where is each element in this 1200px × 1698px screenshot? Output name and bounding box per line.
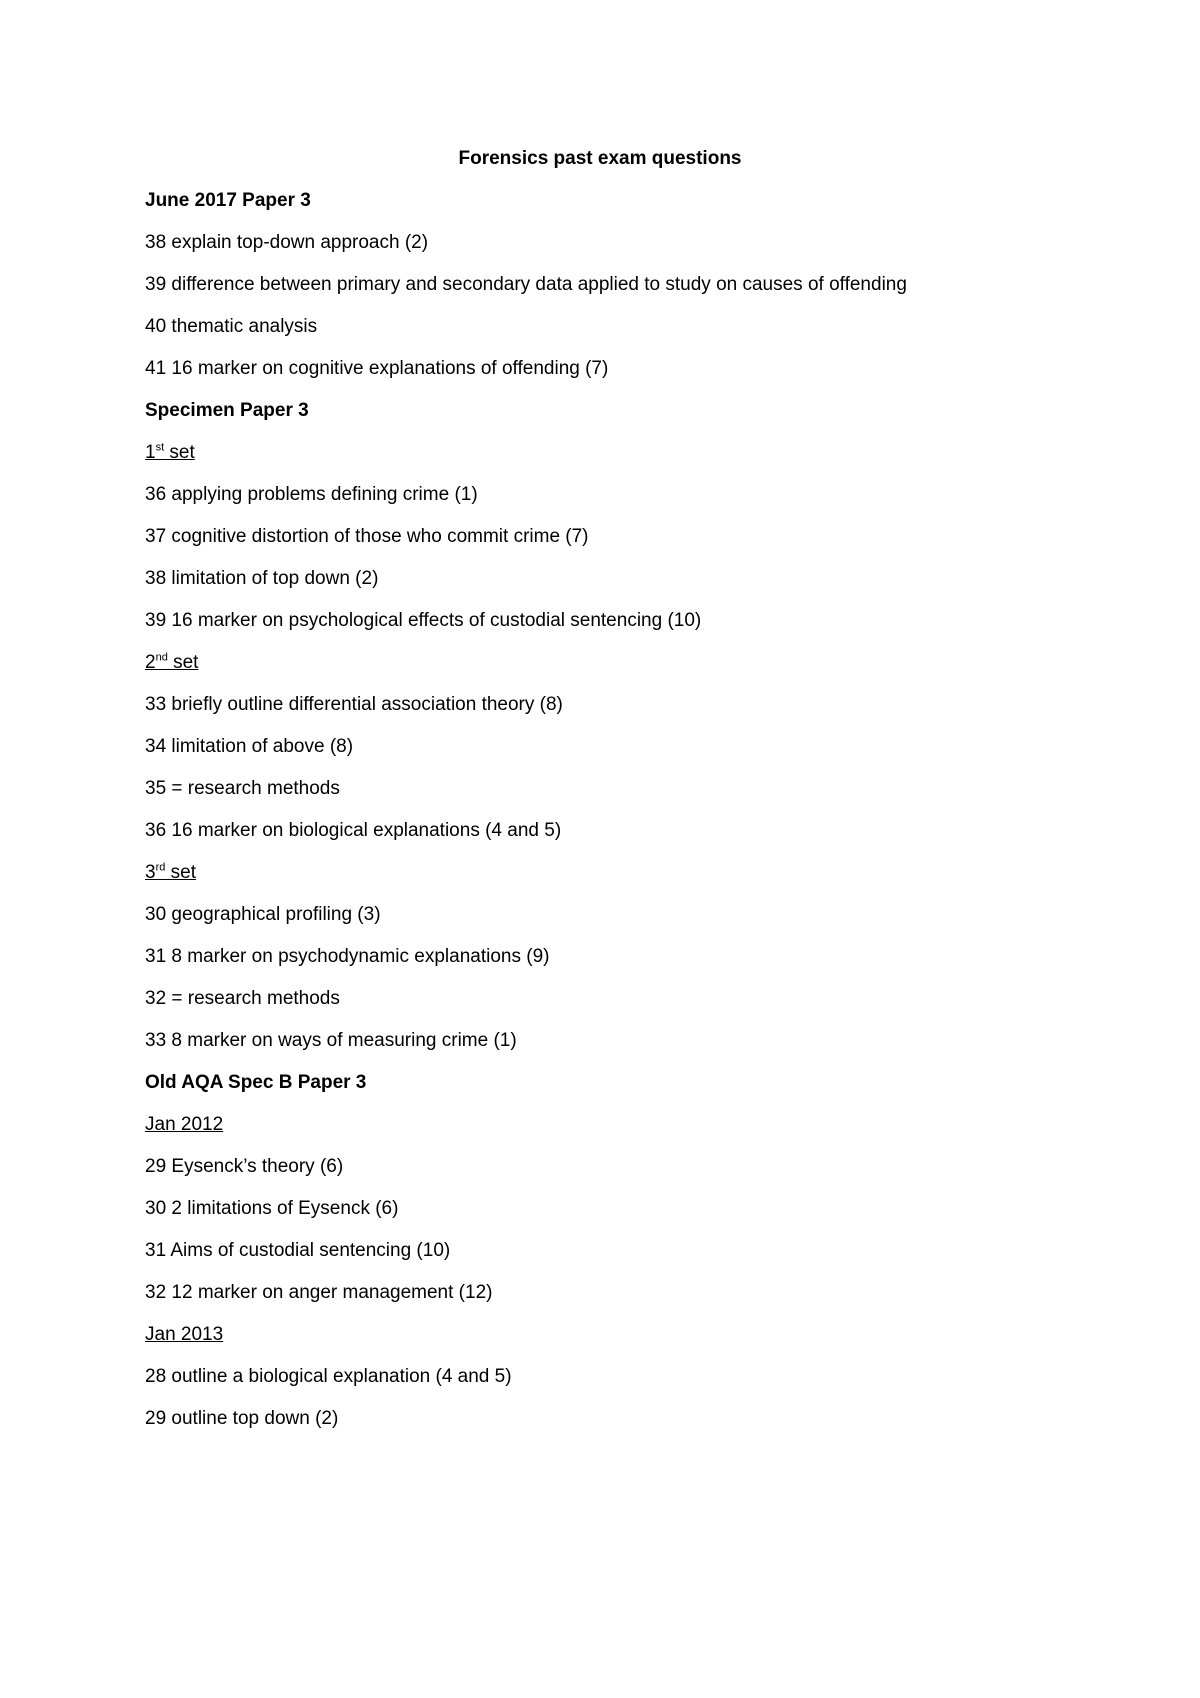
question-item: 29 Eysenck’s theory (6) (145, 1156, 344, 1177)
question-item: 39 16 marker on psychological effects of custodial sentencing (10) (145, 610, 702, 631)
question-item: 38 limitation of top down (2) (145, 568, 379, 589)
set-label: set (167, 652, 199, 673)
question-item: 36 applying problems defining crime (1) (145, 484, 478, 505)
subheading-set-3 (145, 861, 196, 885)
question-item: 35 = research methods (145, 778, 340, 799)
question-item: 32 12 marker on anger management (12) (145, 1282, 493, 1303)
question-item: 41 16 marker on cognitive explanations of offending (7) (145, 358, 609, 379)
question-item: 40 thematic analysis (145, 316, 318, 337)
question-item: 32 = research methods (145, 988, 340, 1009)
set-ordinal-suffix: st (155, 441, 165, 454)
section-heading-old-aqa: Old AQA Spec B Paper 3 (145, 1072, 367, 1093)
question-item: 31 8 marker on psychodynamic explanations (9) (145, 946, 550, 967)
question-item: 31 Aims of custodial sentencing (10) (145, 1240, 451, 1261)
question-item: 38 explain top-down approach (2) (145, 232, 429, 253)
subheading-set-1 (145, 441, 195, 465)
subheading-jan-2013: Jan 2013 (145, 1324, 224, 1345)
set-label: set (165, 862, 196, 883)
question-item: 30 2 limitations of Eysenck (6) (145, 1198, 399, 1219)
subheading-set-2 (145, 651, 198, 675)
question-item: 30 geographical profiling (3) (145, 904, 381, 925)
document-title: Forensics past exam questions (458, 148, 742, 169)
question-item: 37 cognitive distortion of those who commit crime (7) (145, 526, 589, 547)
question-item: 34 limitation of above (8) (145, 736, 354, 757)
set-ordinal-suffix: rd (155, 861, 166, 874)
question-item: 39 difference between primary and secondary data applied to study on causes of offending (145, 274, 907, 295)
question-item: 29 outline top down (2) (145, 1408, 339, 1429)
set-number: 1 (145, 442, 156, 463)
question-item: 36 16 marker on biological explanations (4 and 5) (145, 820, 562, 841)
set-number: 2 (145, 652, 156, 673)
section-heading-specimen: Specimen Paper 3 (145, 400, 309, 421)
subheading-jan-2012: Jan 2012 (145, 1114, 224, 1135)
set-ordinal-suffix: nd (155, 651, 168, 664)
question-item: 33 briefly outline differential association theory (8) (145, 694, 563, 715)
question-item: 33 8 marker on ways of measuring crime (1) (145, 1030, 517, 1051)
set-label: set (164, 442, 195, 463)
set-number: 3 (145, 862, 156, 883)
question-item: 28 outline a biological explanation (4 and 5) (145, 1366, 512, 1387)
section-heading-june-2017: June 2017 Paper 3 (145, 190, 311, 211)
